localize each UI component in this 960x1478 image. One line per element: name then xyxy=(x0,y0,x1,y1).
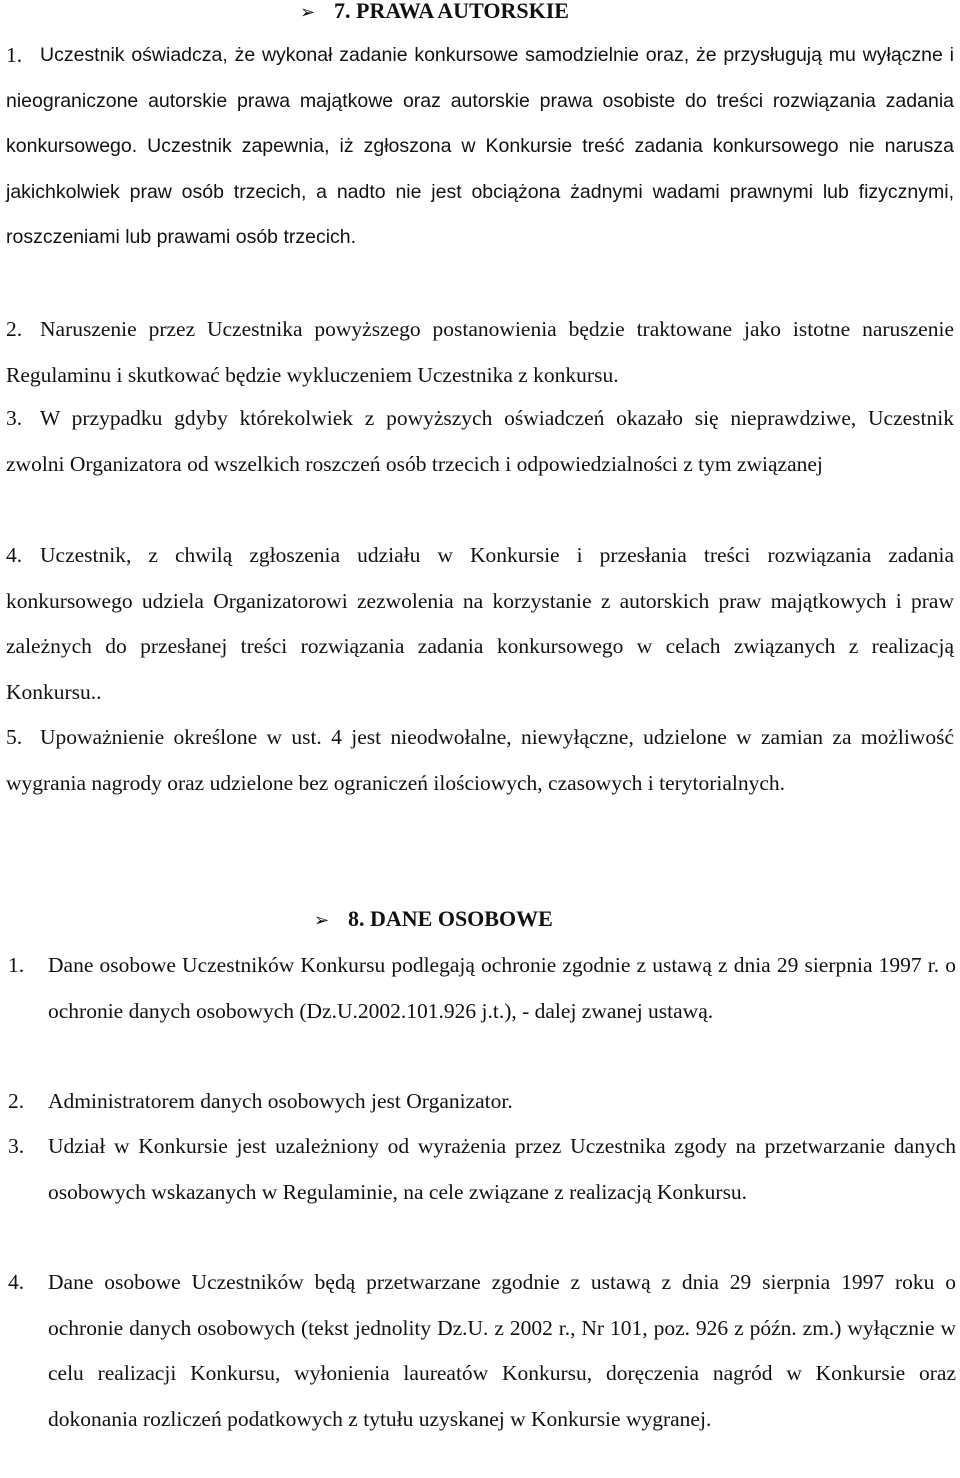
item-number: 5. xyxy=(6,725,23,749)
section-7-title: 7. PRAWA AUTORSKIE xyxy=(334,0,569,23)
item-number: 2. xyxy=(8,1089,25,1113)
item-number: 3. xyxy=(6,406,23,430)
section-8-title: 8. DANE OSOBOWE xyxy=(348,906,553,931)
item-text: Uczestnik oświadcza, że wykonał zadanie konkursowe samodzielnie oraz, że przysługują mu wyłączne i nieograniczone autorskie prawa majątkowe oraz autorskie prawa osobiste do treści rozwiązania zadania konkursowego. Uczestnik zapewnia, iż zgłoszona w Konkursie treść zadania konkursowego nie narusza jakichkolwiek praw osób trzecich, a nadto nie jest obciążona żadnymi wadami prawnymi lub fizycznymi, roszczeniami lub prawami osób trzecich. xyxy=(6,44,954,248)
arrowhead-bullet-icon xyxy=(300,0,320,26)
section-8-item-2 xyxy=(8,1079,956,1125)
item-number: 3. xyxy=(8,1134,25,1158)
section-8-item-3 xyxy=(8,1124,956,1215)
arrowhead-bullet-icon xyxy=(314,906,334,934)
item-text: Administratorem danych osobowych jest Organizator. xyxy=(48,1089,513,1113)
section-7-item-4 xyxy=(6,533,954,715)
item-text: Naruszenie przez Uczestnika powyższego postanowienia będzie traktowane jako istotne naruszenie Regulaminu i skutkować będzie wykluczeniem Uczestnika z konkursu. xyxy=(6,317,954,387)
item-text: Dane osobowe Uczestników Konkursu podlegają ochronie zgodnie z ustawą z dnia 29 sierpnia 1997 r. o ochronie danych osobowych (Dz.U.2002.101.926 j.t.), - dalej zwanej ustawą. xyxy=(48,953,956,1023)
item-text: Upoważnienie określone w ust. 4 jest nieodwołalne, niewyłączne, udzielone w zamian za możliwość wygrania nagrody oraz udzielone bez ograniczeń ilościowych, czasowych i terytorialnych. xyxy=(6,725,954,795)
item-text: W przypadku gdyby którekolwiek z powyższych oświadczeń okazało się nieprawdziwe, Uczestnik zwolni Organizatora od wszelkich roszczeń osób trzecich i odpowiedzialności z tym związanej xyxy=(6,406,954,476)
item-number: 1. xyxy=(6,43,23,67)
item-number: 4. xyxy=(8,1270,25,1294)
section-7-item-3 xyxy=(6,396,954,487)
section-7-heading xyxy=(300,0,569,26)
item-text: Udział w Konkursie jest uzależniony od wyrażenia przez Uczestnika zgody na przetwarzanie danych osobowych wskazanych w Regulaminie, na cele związane z realizacją Konkursu. xyxy=(48,1134,956,1204)
section-8-item-4 xyxy=(8,1260,956,1442)
section-7-item-1 xyxy=(6,33,954,261)
item-number: 4. xyxy=(6,543,23,567)
section-7-item-2 xyxy=(6,307,954,398)
item-text: Uczestnik, z chwilą zgłoszenia udziału w Konkursie i przesłania treści rozwiązania zadania konkursowego udziela Organizatorowi zezwolenia na korzystanie z autorskich praw majątkowych i praw zależnych do przesłanej treści rozwiązania zadania konkursowego w celach związanych z realizacją Konkursu.. xyxy=(6,543,954,704)
item-number: 2. xyxy=(6,317,23,341)
section-8-item-1 xyxy=(8,943,956,1034)
section-7-item-5 xyxy=(6,715,954,806)
section-8-heading xyxy=(314,906,553,934)
item-number: 1. xyxy=(8,953,25,977)
item-text: Dane osobowe Uczestników będą przetwarzane zgodnie z ustawą z dnia 29 sierpnia 1997 roku o ochronie danych osobowych (tekst jednolity Dz.U. z 2002 r., Nr 101, poz. 926 z późn. zm.) wyłącznie w celu realizacji Konkursu, wyłonienia laureatów Konkursu, doręczenia nagród w Konkursie oraz dokonania rozliczeń podatkowych z tytułu uzyskanej w Konkursie wygranej. xyxy=(48,1270,956,1431)
